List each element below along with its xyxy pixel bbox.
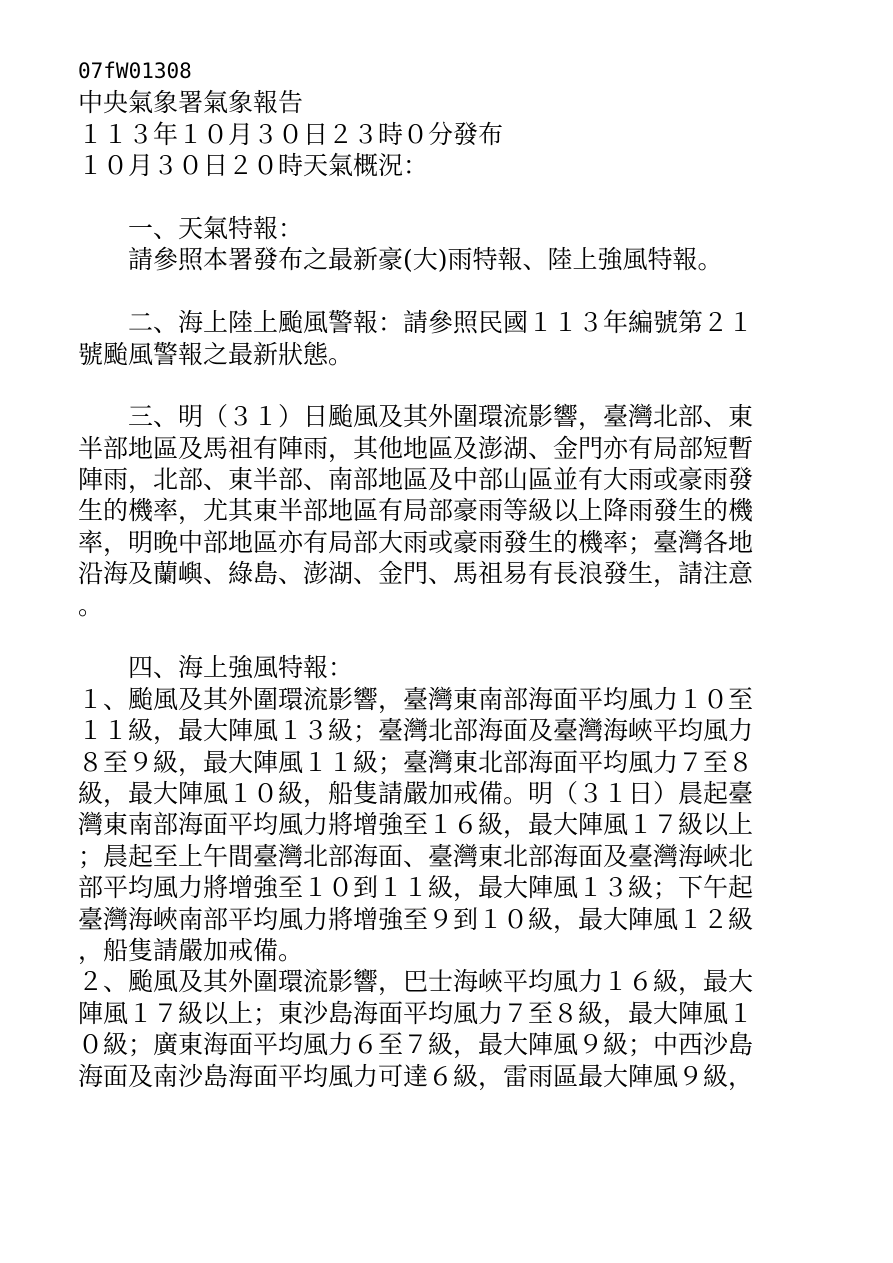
section-2-line: 號颱風警報之最新狀態。 [78, 339, 354, 369]
section-1-line: 請參照本署發布之最新豪(大)雨特報、陸上強風特報。 [78, 245, 723, 275]
section-4-item-2-line: ２、颱風及其外圍環流影響，巴士海峽平均風力１６級，最大 [78, 967, 754, 997]
spacer [78, 182, 808, 213]
spacer [78, 276, 808, 307]
section-3-line: 率，明晚中部地區亦有局部大雨或豪雨發生的機率；臺灣各地 [78, 527, 754, 557]
section-3-line: 三、明（３１）日颱風及其外圍環流影響，臺灣北部、東 [78, 402, 754, 432]
section-4-item-1-line: 臺灣海峽南部平均風力將增強至９到１０級，最大陣風１２級 [78, 904, 754, 934]
weather-report-document [78, 56, 808, 1092]
section-4-item-1-line: １１級，最大陣風１３級；臺灣北部海面及臺灣海峽平均風力 [78, 716, 754, 746]
section-4-title: 四、海上強風特報： [78, 653, 354, 683]
section-4-item-1-line: 灣東南部海面平均風力將增強至１６級，最大陣風１７級以上 [78, 810, 754, 840]
section-4-item-1-line: ８至９級，最大陣風１１級；臺灣東北部海面平均風力７至８ [78, 747, 754, 777]
section-4-item-1-line: ；晨起至上午間臺灣北部海面、臺灣東北部海面及臺灣海峽北 [78, 841, 754, 871]
section-4-item-2-line: 海面及南沙島海面平均風力可達６級，雷雨區最大陣風９級， [78, 1061, 754, 1091]
section-3-line: 生的機率，尤其東半部地區有局部豪雨等級以上降雨發生的機 [78, 496, 754, 526]
document-id: 07fW01308 [78, 59, 192, 83]
section-3-line: 。 [78, 590, 104, 620]
spacer [78, 370, 808, 401]
section-4-item-1-line: １、颱風及其外圍環流影響，臺灣東南部海面平均風力１０至 [78, 684, 754, 714]
issue-time: １１３年１０月３０日２３時０分發布 [78, 119, 504, 149]
section-2-line: 二、海上陸上颱風警報：請參照民國１１３年編號第２１ [78, 308, 754, 338]
overview-heading: １０月３０日２０時天氣概況： [78, 151, 429, 181]
agency-title: 中央氣象署氣象報告 [78, 88, 304, 118]
section-4-item-2-line: 陣風１７級以上；東沙島海面平均風力７至８級，最大陣風１ [78, 998, 754, 1028]
section-4-item-1-line: ，船隻請嚴加戒備。 [78, 935, 304, 965]
section-4-item-1-line: 級，最大陣風１０級，船隻請嚴加戒備。明（３１日）晨起臺 [78, 778, 754, 808]
section-3-line: 陣雨，北部、東半部、南部地區及中部山區並有大雨或豪雨發 [78, 465, 754, 495]
section-3-line: 沿海及蘭嶼、綠島、澎湖、金門、馬祖易有長浪發生，請注意 [78, 559, 754, 589]
section-4-item-2-line: ０級；廣東海面平均風力６至７級，最大陣風９級；中西沙島 [78, 1030, 754, 1060]
section-1-title: 一、天氣特報： [78, 213, 304, 243]
section-4-item-1-line: 部平均風力將增強至１０到１１級，最大陣風１３級；下午起 [78, 873, 754, 903]
spacer [78, 621, 808, 652]
section-3-line: 半部地區及馬祖有陣雨，其他地區及澎湖、金門亦有局部短暫 [78, 433, 754, 463]
